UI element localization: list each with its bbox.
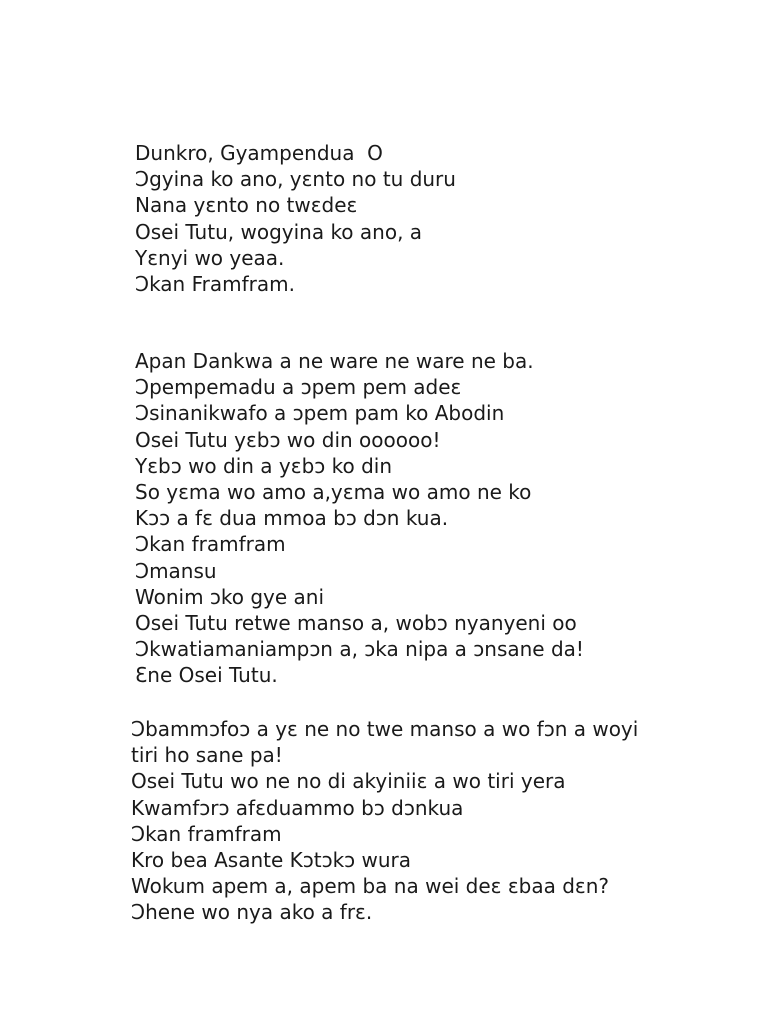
poem-line: Ɔkan framfram <box>135 532 286 557</box>
poem-line: Yɛnyi wo yeaa. <box>135 245 285 270</box>
poem-line: Apan Dankwa a ne ware ne ware ne ba. <box>135 349 534 373</box>
poem-line: Ɛne Osei Tutu. <box>135 663 278 688</box>
poem-line: Wonim ɔko gye ani <box>135 584 325 609</box>
poem-line: Ɔbammɔfoɔ a yɛ ne no twe manso a wo fɔn a woyi <box>131 717 639 741</box>
poem-line: Kɔɔ a fɛ dua mmoa bɔ dɔn kua. <box>135 506 449 531</box>
poem-line: Ɔkan framfram <box>131 821 282 846</box>
poem-stanza-1 <box>135 140 456 297</box>
poem-stanza-3 <box>131 716 638 926</box>
poem-line: Kro bea Asante Kɔtɔkɔ wura <box>131 848 412 873</box>
poem-line: Ɔpempemadu a ɔpem pem adeɛ <box>135 375 462 400</box>
poem-line: Osei Tutu retwe manso a, wobɔ nyanyeni oo <box>135 611 577 636</box>
poem-line: Osei Tutu, wogyina ko ano, a <box>135 219 423 244</box>
poem-line: Ɔsinanikwafo a ɔpem pam ko Abodin <box>135 401 505 426</box>
poem-line: Ɔkwatiamaniampɔn a, ɔka nipa a ɔnsane da! <box>135 637 584 662</box>
poem-line: Ɔhene wo nya ako a frɛ. <box>131 900 373 925</box>
poem-line: Ɔkan Framfram. <box>135 272 295 297</box>
poem-line: Wokum apem a, apem ba na wei deɛ ɛbaa dɛn? <box>131 874 609 899</box>
poem-line: Yɛbɔ wo din a yɛbɔ ko din <box>135 453 392 478</box>
poem-line: Osei Tutu yɛbɔ wo din oooooo! <box>135 427 441 452</box>
poem-line: Osei Tutu wo ne no di akyiniiɛ a wo tiri yera <box>131 769 566 794</box>
poem-line: Dunkro, Gyampendua O <box>135 141 383 165</box>
poem-line: Nana yɛnto no twɛdeɛ <box>135 193 358 218</box>
poem-line: Ɔgyina ko ano, yɛnto no tu duru <box>135 167 456 192</box>
poem-line: So yɛma wo amo a,yɛma wo amo ne ko <box>135 480 532 505</box>
poem-line: Ɔmansu <box>135 558 217 583</box>
poem-line: tiri ho sane pa! <box>131 743 283 768</box>
poem-line: Kwamfɔrɔ afɛduammo bɔ dɔnkua <box>131 795 464 820</box>
poem-stanza-2 <box>135 348 584 689</box>
